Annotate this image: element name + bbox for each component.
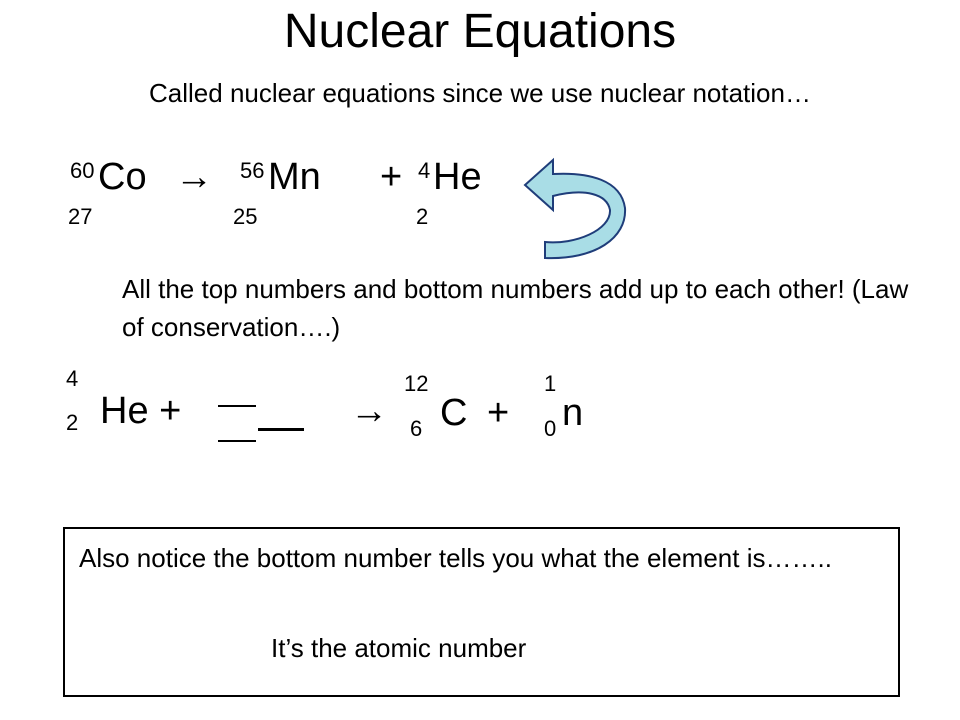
subtitle: Called nuclear equations since we use nuclear notation… [149,78,811,108]
blank-atomic-number[interactable] [218,440,256,442]
plus-sign: + [380,156,403,198]
c-atomic-number: 6 [410,416,423,441]
co-atomic-number: 27 [68,204,93,229]
co-symbol: Co [98,156,147,198]
c-mass-number: 12 [404,371,429,396]
n-mass-number: 1 [544,371,557,396]
he2-mass-number: 4 [66,366,79,391]
n-symbol: n [562,392,584,434]
he-atomic-number: 2 [416,204,429,229]
he2-atomic-number: 2 [66,410,79,435]
blank-element-symbol[interactable] [258,428,304,431]
he2-symbol: He + [100,390,182,432]
mn-mass-number: 56 [240,158,265,183]
plus-sign-2: + [487,392,510,434]
he-symbol: He [433,156,482,198]
co-mass-number: 60 [70,158,95,183]
he-mass-number: 4 [418,158,431,183]
blank-mass-number[interactable] [218,405,256,407]
arrow-icon: → [175,156,213,198]
n-atomic-number: 0 [544,416,557,441]
page-title: Nuclear Equations [283,5,677,58]
mn-symbol: Mn [268,156,321,198]
note-box [63,527,900,697]
note-text: Also notice the bottom number tells you what the element is…….. [79,543,832,573]
c-symbol: C [440,392,468,434]
mn-atomic-number: 25 [233,204,258,229]
curved-arrow-icon [515,150,645,265]
explanation-text: All the top numbers and bottom numbers add up to each other! (Law of conservation….) [122,274,909,342]
note-emphasis: It’s the atomic number [271,633,527,663]
arrow-icon-2: → [350,390,388,432]
